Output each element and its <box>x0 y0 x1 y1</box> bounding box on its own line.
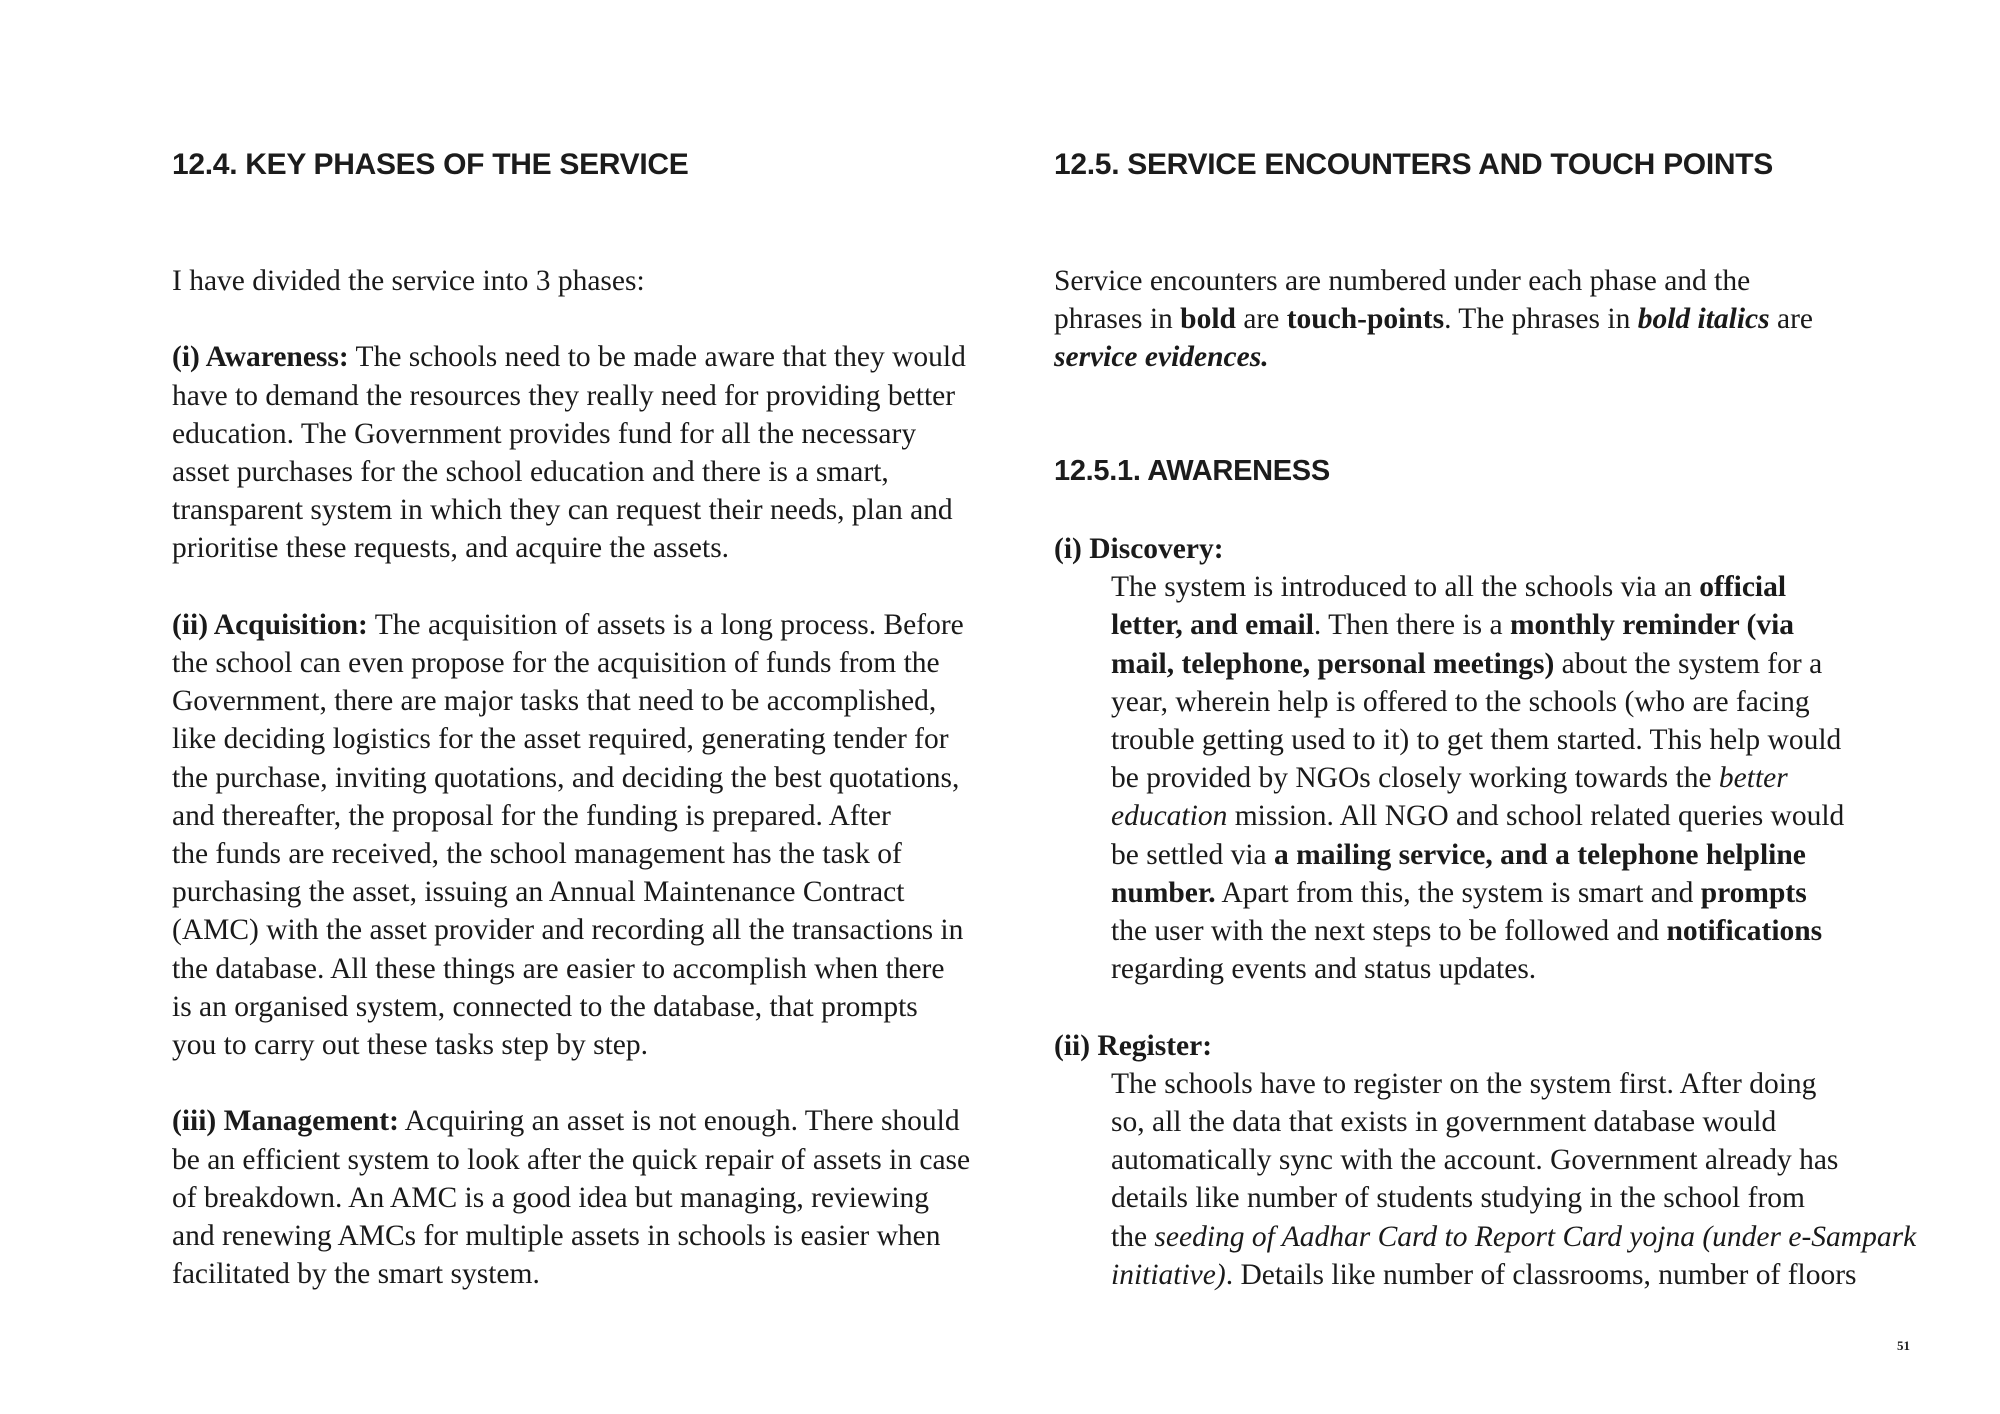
encounter-register-body: The schools have to register on the system first. After doing so, all the data that exists in government database would automatically sync with the account. Government already has details like number of students studying in the school from the seeding of Aadhar Card to Report Card yojna (under e-Sampark initiative). Details like number of classrooms, number of floors <box>1111 1067 1917 1291</box>
encounter-discovery-body: The system is introduced to all the schools via an official letter, and email. Then there is a monthly reminder (via mail, telephone, personal meetings) about the system for a year, wherein help is offered to the schools (who are facing trouble getting used to it) to get them started. This help would be provided by NGOs closely working towards the better education mission. All NGO and school related queries would be settled via a mailing service, and a telephone helpline number. Apart from this, the system is smart and prompts the user with the next steps to be followed and notifications regarding events and status updates. <box>1111 571 1845 986</box>
page-number: 51 <box>1897 1338 1910 1353</box>
encounter-register-label: (ii) Register: <box>1054 1029 1213 1062</box>
intro-text: I have divided the service into 3 phases: <box>172 265 645 297</box>
left-column <box>172 262 1032 1293</box>
section-heading-key-phases: 12.4. KEY PHASES OF THE SERVICE <box>172 148 689 181</box>
phase-acquisition: (ii) Acquisition: The acquisition of assets is a long process. Before the school can even propose for the acquisition of funds from the Government, there are major tasks that need to be accomplished, like deciding logistics for the asset required, generating tender for the purchase, inviting quotations, and deciding the best quotations, and thereafter, the proposal for the funding is prepared. After the funds are received, the school management has the task of purchasing the asset, issuing an Annual Maintenance Contract (AMC) with the asset provider and recording all the transactions in the database. All these things are easier to accomplish when there is an organised system, connected to the database, that prompts you to carry out these tasks step by step. <box>172 608 964 1062</box>
phase-label: (ii) Acquisition: <box>172 608 368 641</box>
legend-paragraph: Service encounters are numbered under each phase and the phrases in bold are touch-points. The phrases in bold italics are service evidences. <box>1054 265 1814 374</box>
phase-label: (i) Awareness: <box>172 341 349 374</box>
phase-label: (iii) Management: <box>172 1105 399 1138</box>
right-column <box>1054 262 1954 377</box>
phase-management: (iii) Management: Acquiring an asset is not enough. There should be an efficient system to look after the quick repair of assets in case of breakdown. An AMC is a good idea but managing, reviewing and renewing AMCs for multiple assets in schools is easier when facilitated by the smart system. <box>172 1105 971 1291</box>
section-heading-service-encounters: 12.5. SERVICE ENCOUNTERS AND TOUCH POINTS <box>1054 148 1773 181</box>
phase-awareness: (i) Awareness: The schools need to be made aware that they would have to demand the resources they really need for providing better education. The Government provides fund for all the necessary asset purchases for the school education and there is a smart, transparent system in which they can request their needs, plan and prioritise these requests, and acquire the assets. <box>172 341 966 565</box>
encounters-list <box>1054 530 1974 1294</box>
encounter-discovery-label: (i) Discovery: <box>1054 533 1224 565</box>
subsection-heading-awareness: 12.5.1. AWARENESS <box>1054 455 1330 487</box>
